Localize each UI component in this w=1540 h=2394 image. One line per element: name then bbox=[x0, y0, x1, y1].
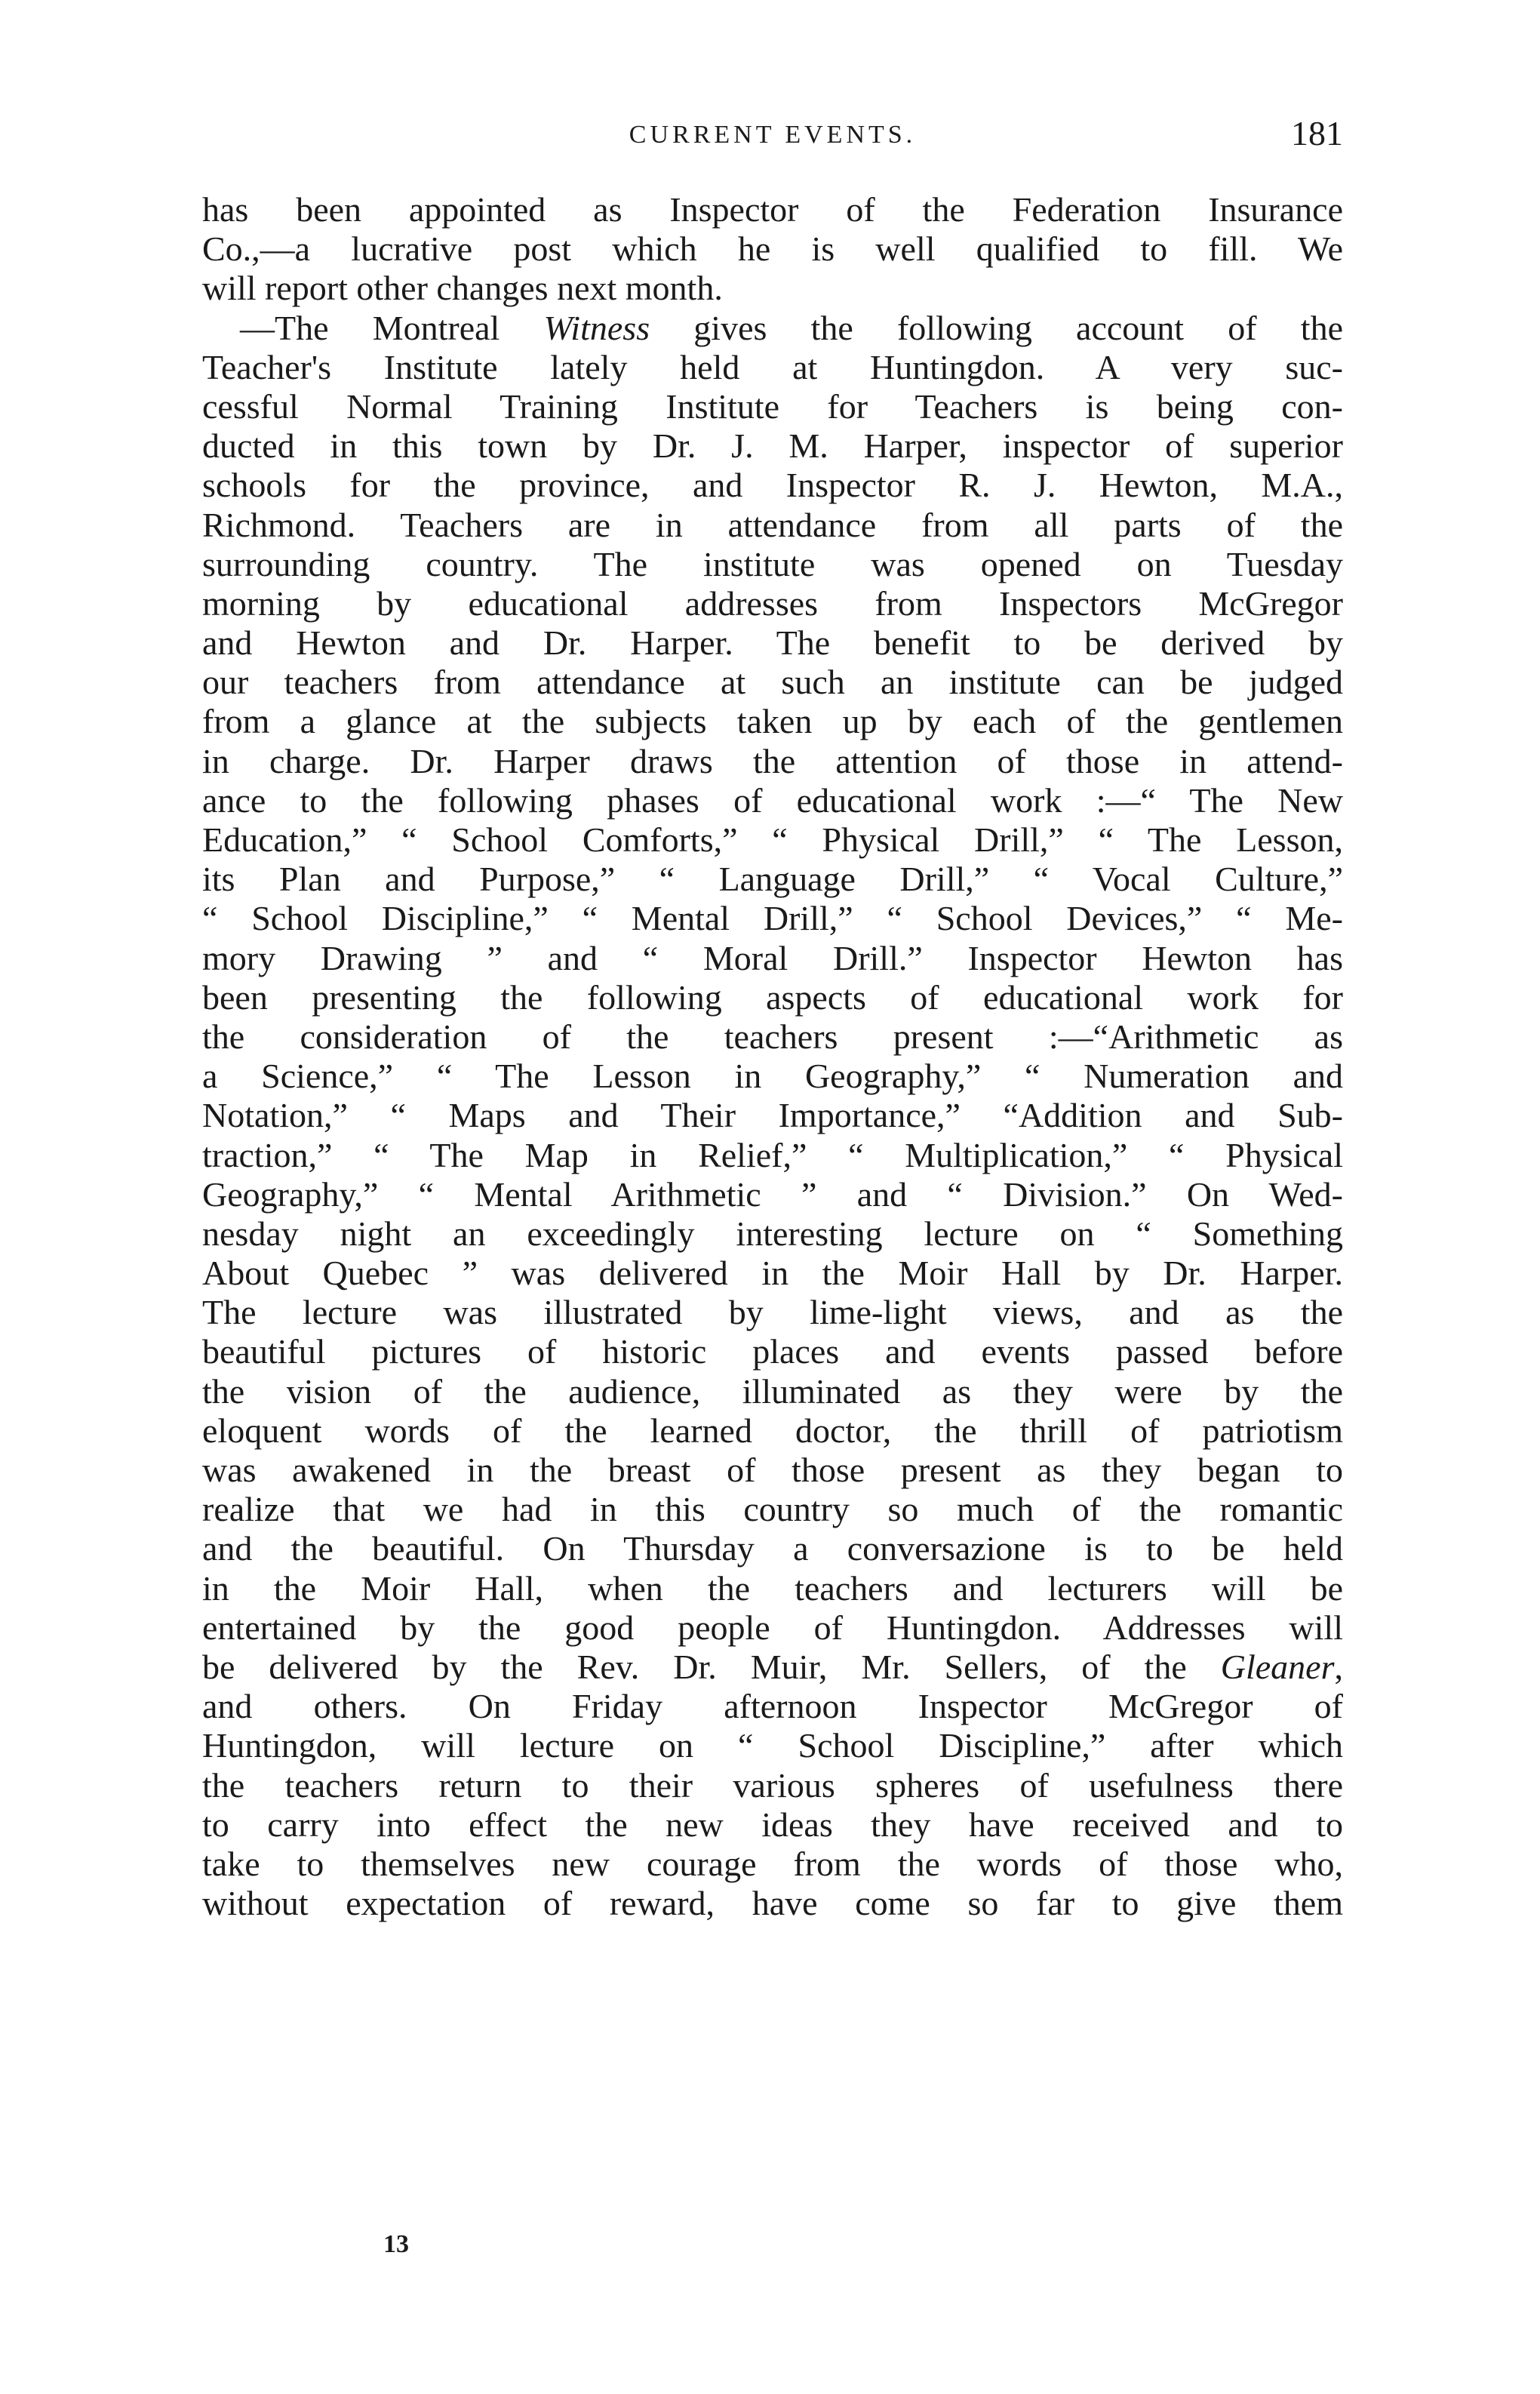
text-line: has been appointed as Inspector of the Federation Insurance bbox=[202, 190, 1343, 229]
text-line: in the Moir Hall, when the teachers and lecturers will be bbox=[202, 1568, 1343, 1608]
running-title: CURRENT EVENTS. bbox=[629, 121, 917, 149]
text-line: nesday night an exceedingly interesting lecture on “ Something bbox=[202, 1214, 1343, 1253]
text-line: —The Montreal Witness gives the following account of the bbox=[240, 308, 1343, 347]
text-line: schools for the province, and Inspector R. J. Hewton, M.A., bbox=[202, 466, 1343, 505]
text-line: and others. On Friday afternoon Inspector McGregor of bbox=[202, 1687, 1343, 1726]
text-line: take to themselves new courage from the words of those who, bbox=[202, 1844, 1343, 1883]
text-line: entertained by the good people of Huntingdon. Addresses will bbox=[202, 1608, 1343, 1647]
text-line: eloquent words of the learned doctor, the thrill of patriotism bbox=[202, 1411, 1343, 1450]
text-line: our teachers from attendance at such an institute can be judged bbox=[202, 663, 1343, 702]
text-line: Huntingdon, will lecture on “ School Discipline,” after which bbox=[202, 1726, 1343, 1765]
text-line: About Quebec ” was delivered in the Moir Hall by Dr. Harper. bbox=[202, 1254, 1343, 1293]
text-line: was awakened in the breast of those present as they began to bbox=[202, 1451, 1343, 1489]
running-head bbox=[202, 113, 1343, 158]
text-line: be delivered by the Rev. Dr. Muir, Mr. Sellers, of the Gleaner, bbox=[202, 1647, 1343, 1686]
text-line: will report other changes next month. bbox=[202, 269, 723, 308]
text-line: ducted in this town by Dr. J. M. Harper, inspector of superior bbox=[202, 426, 1343, 466]
text-line: to carry into effect the new ideas they have received and to bbox=[202, 1805, 1343, 1844]
text-line: beautiful pictures of historic places and events passed before bbox=[202, 1332, 1343, 1371]
text-line: ance to the following phases of educational work :—“ The New bbox=[202, 780, 1343, 820]
text-line: Geography,” “ Mental Arithmetic ” and “ Division.” On Wed- bbox=[202, 1174, 1343, 1214]
text-line: the consideration of the teachers present :—“Arithmetic as bbox=[202, 1017, 1343, 1056]
body-text bbox=[202, 190, 1343, 1923]
text-line: realize that we had in this country so much of the romantic bbox=[202, 1490, 1343, 1529]
text-line: the teachers return to their various spheres of usefulness there bbox=[202, 1765, 1343, 1805]
text-line: from a glance at the subjects taken up by each of the gentlemen bbox=[202, 702, 1343, 741]
text-line: and the beautiful. On Thursday a conversazione is to be held bbox=[202, 1529, 1343, 1568]
text-line: Co.,—a lucrative post which he is well qualified to fill. We bbox=[202, 229, 1343, 269]
text-line: mory Drawing ” and “ Moral Drill.” Inspector Hewton has bbox=[202, 938, 1343, 977]
text-line: Richmond. Teachers are in attendance from all parts of the bbox=[202, 505, 1343, 544]
signature-mark: 13 bbox=[383, 2230, 409, 2258]
text-line: “ School Discipline,” “ Mental Drill,” “ School Devices,” “ Me- bbox=[202, 899, 1343, 938]
text-line: Education,” “ School Comforts,” “ Physical Drill,” “ The Lesson, bbox=[202, 820, 1343, 859]
page-number: 181 bbox=[1291, 114, 1343, 152]
text-line: been presenting the following aspects of educational work for bbox=[202, 977, 1343, 1017]
text-line: traction,” “ The Map in Relief,” “ Multiplication,” “ Physical bbox=[202, 1135, 1343, 1174]
text-line: and Hewton and Dr. Harper. The benefit to be derived by bbox=[202, 623, 1343, 663]
text-line: Notation,” “ Maps and Their Importance,” “Addition and Sub- bbox=[202, 1096, 1343, 1135]
text-line: surrounding country. The institute was opened on Tuesday bbox=[202, 544, 1343, 583]
text-line: morning by educational addresses from Inspectors McGregor bbox=[202, 583, 1343, 623]
text-line: without expectation of reward, have come so far to give them bbox=[202, 1884, 1343, 1923]
text-line: in charge. Dr. Harper draws the attention of those in attend- bbox=[202, 741, 1343, 780]
text-line: The lecture was illustrated by lime-light views, and as the bbox=[202, 1293, 1343, 1332]
text-line: Teacher's Institute lately held at Huntingdon. A very suc- bbox=[202, 347, 1343, 386]
text-line: cessful Normal Training Institute for Teachers is being con- bbox=[202, 386, 1343, 426]
text-line: a Science,” “ The Lesson in Geography,” “ Numeration and bbox=[202, 1057, 1343, 1096]
text-line: the vision of the audience, illuminated as they were by the bbox=[202, 1371, 1343, 1411]
text-line: its Plan and Purpose,” “ Language Drill,” “ Vocal Culture,” bbox=[202, 860, 1343, 899]
